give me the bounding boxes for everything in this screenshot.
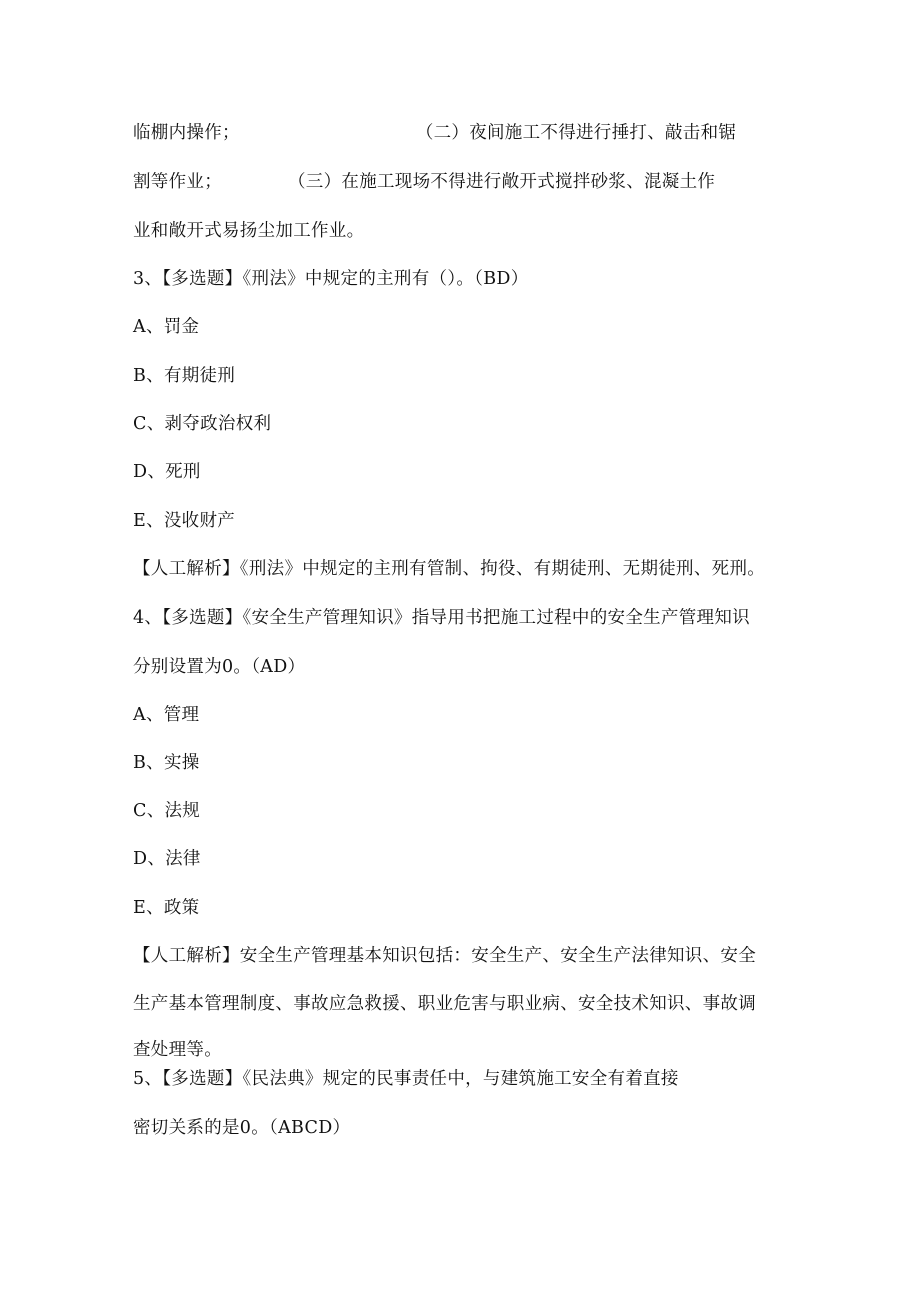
intro-line-1: [133, 122, 736, 144]
q4-option-c: C、法规: [133, 801, 201, 821]
intro-line-1-right: （二）夜间施工不得进行捶打、敲击和锯: [415, 123, 737, 143]
q5-question-line-2: 密切关系的是0。（ABCD）: [133, 1118, 351, 1138]
intro-line-2-right: （三）在施工现场不得进行敞开式搅拌砂浆、混凝土作: [288, 172, 716, 192]
intro-line-2-left: 割等作业；: [133, 172, 222, 192]
q5-question-line-1: 5、【多选题】《民法典》规定的民事责任中，与建筑施工安全有着直接: [133, 1069, 679, 1089]
q3-option-c: C、剥夺政治权利: [133, 414, 272, 434]
q4-analysis-line-1: 【人工解析】安全生产管理基本知识包括：安全生产、安全生产法律知识、安全: [133, 946, 756, 966]
q4-option-e: E、政策: [133, 898, 200, 918]
intro-line-2: [133, 171, 715, 193]
q3-option-d: D、死刑: [133, 462, 201, 482]
q3-option-b: B、有期徒刑: [133, 366, 236, 386]
q3-question: 3、【多选题】《刑法》中规定的主刑有（）。（BD）: [133, 269, 529, 289]
q4-analysis-line-3: 查处理等。: [133, 1040, 222, 1060]
q3-option-e: E、没收财产: [133, 511, 236, 531]
q3-analysis: 【人工解析】《刑法》中规定的主刑有管制、拘役、有期徒刑、无期徒刑、死刑。: [133, 559, 766, 579]
intro-line-1-left: 临棚内操作；: [133, 123, 240, 143]
q3-option-a: A、罚金: [133, 317, 200, 337]
q4-option-b: B、实操: [133, 753, 200, 773]
q4-question-line-1: 4、【多选题】《安全生产管理知识》指导用书把施工过程中的安全生产管理知识: [133, 608, 750, 628]
q4-question-line-2: 分别设置为0。（AD）: [133, 657, 306, 677]
intro-line-3: 业和敞开式易扬尘加工作业。: [133, 221, 365, 241]
q4-option-d: D、法律: [133, 849, 201, 869]
q4-option-a: A、管理: [133, 705, 200, 725]
q4-analysis-line-2: 生产基本管理制度、事故应急救援、职业危害与职业病、安全技术知识、事故调: [133, 994, 756, 1014]
